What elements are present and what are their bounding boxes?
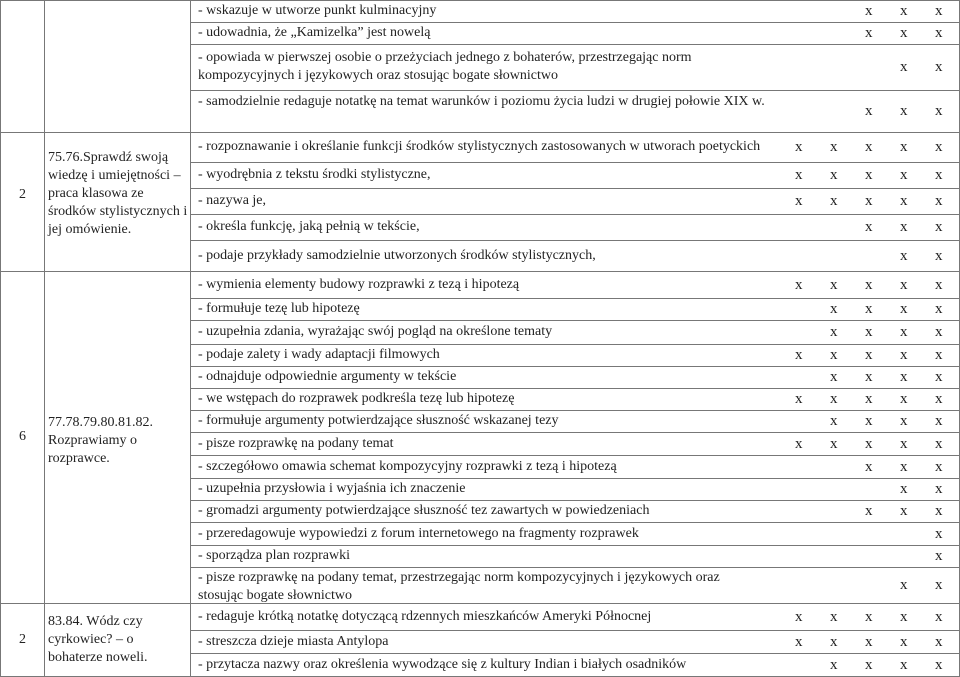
skill-text: - samodzielnie redaguje notatkę na temat warunków i poziomu życia ludzi w drugiej połowie XIX w.	[198, 94, 765, 109]
level-mark: x	[830, 413, 838, 429]
skill-text: - wyodrębnia z tekstu środki stylistyczne,	[198, 167, 431, 182]
level-mark: x	[900, 503, 908, 519]
level-mark: x	[795, 435, 803, 452]
level-mark: x	[865, 656, 873, 673]
level-mark: x	[935, 548, 943, 564]
skill-text: - we wstępach do rozprawek podkreśla tezę lub hipotezę	[198, 391, 515, 406]
row-separator	[190, 432, 960, 433]
level-mark: x	[830, 193, 838, 209]
level-mark: x	[900, 369, 908, 385]
grid-line	[0, 0, 1, 677]
level-mark: x	[865, 3, 873, 19]
level-mark: x	[935, 391, 943, 407]
row-separator	[190, 522, 960, 523]
level-mark: x	[865, 458, 873, 475]
skill-text: - szczegółowo omawia schemat kompozycyjny rozprawki z tezą i hipotezą	[198, 458, 617, 474]
level-mark: x	[865, 139, 873, 155]
level-mark: x	[795, 139, 803, 155]
skill-text: - nazywa je,	[198, 193, 267, 208]
level-mark: x	[935, 139, 943, 155]
lesson-topic: 83.84. Wódz czy cyrkowiec? – o bohaterze noweli.	[48, 614, 148, 665]
level-mark: x	[900, 413, 908, 429]
level-mark: x	[865, 435, 873, 452]
level-mark: x	[865, 608, 873, 625]
row-separator	[190, 162, 960, 163]
row-separator	[190, 478, 960, 479]
level-mark: x	[935, 525, 943, 542]
level-mark: x	[865, 369, 873, 385]
hours-count: 6	[19, 429, 26, 444]
level-mark: x	[900, 391, 908, 407]
level-mark: x	[830, 324, 838, 340]
level-mark: x	[900, 167, 908, 183]
level-mark: x	[865, 301, 873, 317]
grid-line	[190, 0, 191, 677]
level-mark: x	[900, 458, 908, 475]
row-separator	[190, 22, 960, 23]
level-mark: x	[795, 276, 803, 293]
level-mark: x	[865, 391, 873, 407]
level-mark: x	[900, 247, 908, 264]
row-separator	[190, 188, 960, 189]
level-mark: x	[935, 608, 943, 625]
skill-text: - udowadnia, że „Kamizelka” jest nowelą	[198, 25, 431, 40]
level-mark: x	[865, 503, 873, 519]
hours-count: 2	[19, 187, 26, 202]
level-mark: x	[830, 435, 838, 452]
level-mark: x	[935, 435, 943, 452]
level-mark: x	[935, 3, 943, 19]
skill-text: - pisze rozprawkę na podany temat	[198, 435, 394, 451]
level-mark: x	[865, 633, 873, 650]
row-separator	[190, 388, 960, 389]
row-separator	[190, 214, 960, 215]
level-mark: x	[795, 167, 803, 183]
level-mark: x	[935, 369, 943, 385]
grid-line	[0, 132, 960, 133]
level-mark: x	[935, 633, 943, 650]
skill-text: - gromadzi argumenty potwierdzające słuszność tez zawartych w powiedzeniach	[198, 503, 650, 518]
level-mark: x	[900, 633, 908, 650]
skill-text: - streszcza dzieje miasta Antylopa	[198, 633, 389, 649]
level-mark: x	[900, 656, 908, 673]
level-mark: x	[830, 608, 838, 625]
level-mark: x	[900, 577, 908, 593]
level-mark: x	[900, 435, 908, 452]
level-mark: x	[935, 167, 943, 183]
row-separator	[190, 44, 960, 45]
row-separator	[190, 630, 960, 631]
level-mark: x	[900, 59, 908, 75]
lesson-topic: 75.76.Sprawdź swoją wiedzę i umiejętności – praca klasowa ze środków stylistycznych i jej omówienie.	[48, 150, 188, 237]
skill-text: - odnajduje odpowiednie argumenty w tekście	[198, 369, 457, 384]
row-separator	[190, 366, 960, 367]
level-mark: x	[935, 25, 943, 41]
level-mark: x	[900, 301, 908, 317]
level-mark: x	[935, 347, 943, 363]
level-mark: x	[900, 276, 908, 293]
level-mark: x	[935, 413, 943, 429]
level-mark: x	[795, 608, 803, 625]
level-mark: x	[935, 458, 943, 475]
hours-count: 2	[19, 632, 26, 647]
level-mark: x	[865, 25, 873, 41]
level-mark: x	[900, 219, 908, 235]
skill-text: - uzupełnia przysłowia i wyjaśnia ich znaczenie	[198, 481, 466, 496]
level-mark: x	[830, 391, 838, 407]
level-mark: x	[935, 656, 943, 673]
skill-text: - sporządza plan rozprawki	[198, 548, 350, 563]
level-mark: x	[830, 369, 838, 385]
row-separator	[190, 320, 960, 321]
skill-text: - podaje zalety i wady adaptacji filmowych	[198, 347, 440, 362]
level-mark: x	[935, 276, 943, 293]
skill-text: - pisze rozprawkę na podany temat, przestrzegając norm kompozycyjnych i językowych oraz stosując bogate słownictwo	[198, 570, 720, 603]
level-mark: x	[900, 3, 908, 19]
level-mark: x	[830, 301, 838, 317]
level-mark: x	[935, 193, 943, 209]
level-mark: x	[900, 103, 908, 119]
skill-text: - wskazuje w utworze punkt kulminacyjny	[198, 3, 437, 18]
level-mark: x	[830, 656, 838, 673]
skill-text: - określa funkcję, jaką pełnią w tekście,	[198, 219, 420, 234]
level-mark: x	[900, 139, 908, 155]
row-separator	[190, 90, 960, 91]
level-mark: x	[830, 347, 838, 363]
level-mark: x	[865, 219, 873, 235]
level-mark: x	[830, 633, 838, 650]
grid-line	[0, 271, 960, 272]
level-mark: x	[795, 193, 803, 209]
level-mark: x	[795, 347, 803, 363]
skill-text: - podaje przykłady samodzielnie utworzonych środków stylistycznych,	[198, 247, 596, 263]
row-separator	[190, 455, 960, 456]
level-mark: x	[865, 193, 873, 209]
level-mark: x	[830, 276, 838, 293]
level-mark: x	[865, 167, 873, 183]
level-mark: x	[935, 324, 943, 340]
level-mark: x	[865, 347, 873, 363]
skill-text: - opowiada w pierwszej osobie o przeżyciach jednego z bohaterów, przestrzegając norm kompozycyjnych i językowych oraz stosując bogate słownictwo	[198, 50, 692, 83]
skill-text: - formułuje tezę lub hipotezę	[198, 301, 360, 316]
skill-text: - przeredagowuje wypowiedzi z forum internetowego na fragmenty rozprawek	[198, 525, 639, 541]
lesson-topic: 77.78.79.80.81.82. Rozprawiamy o rozprawce.	[48, 415, 153, 466]
skill-text: - rozpoznawanie i określanie funkcji środków stylistycznych zastosowanych w utworach poetyckich	[198, 139, 761, 154]
level-mark: x	[935, 247, 943, 264]
level-mark: x	[865, 324, 873, 340]
level-mark: x	[865, 103, 873, 119]
row-separator	[190, 410, 960, 411]
level-mark: x	[900, 324, 908, 340]
level-mark: x	[795, 391, 803, 407]
row-separator	[190, 500, 960, 501]
level-mark: x	[935, 301, 943, 317]
level-mark: x	[935, 577, 943, 593]
level-mark: x	[900, 608, 908, 625]
level-mark: x	[935, 503, 943, 519]
level-mark: x	[865, 413, 873, 429]
skill-text: - uzupełnia zdania, wyrażając swój pogląd na określone tematy	[198, 324, 553, 339]
skill-text: - wymienia elementy budowy rozprawki z tezą i hipotezą	[198, 276, 520, 292]
skill-text: - przytacza nazwy oraz określenia wywodzące się z kultury Indian i białych osadników	[198, 656, 687, 672]
row-separator	[190, 240, 960, 241]
row-separator	[190, 298, 960, 299]
level-mark: x	[900, 481, 908, 497]
level-mark: x	[935, 481, 943, 497]
level-mark: x	[865, 276, 873, 293]
level-mark: x	[900, 193, 908, 209]
row-separator	[190, 567, 960, 568]
grid-line	[0, 0, 960, 1]
level-mark: x	[830, 139, 838, 155]
row-separator	[190, 545, 960, 546]
row-separator	[190, 344, 960, 345]
level-mark: x	[900, 347, 908, 363]
level-mark: x	[900, 25, 908, 41]
grid-line	[44, 0, 45, 677]
skill-text: - redaguje krótką notatkę dotyczącą rdzennych mieszkańców Ameryki Północnej	[198, 608, 652, 624]
level-mark: x	[795, 633, 803, 650]
level-mark: x	[935, 59, 943, 75]
row-separator	[190, 653, 960, 654]
level-mark: x	[830, 167, 838, 183]
level-mark: x	[935, 219, 943, 235]
skill-text: - formułuje argumenty potwierdzające słuszność wskazanej tezy	[198, 413, 559, 428]
level-mark: x	[935, 103, 943, 119]
